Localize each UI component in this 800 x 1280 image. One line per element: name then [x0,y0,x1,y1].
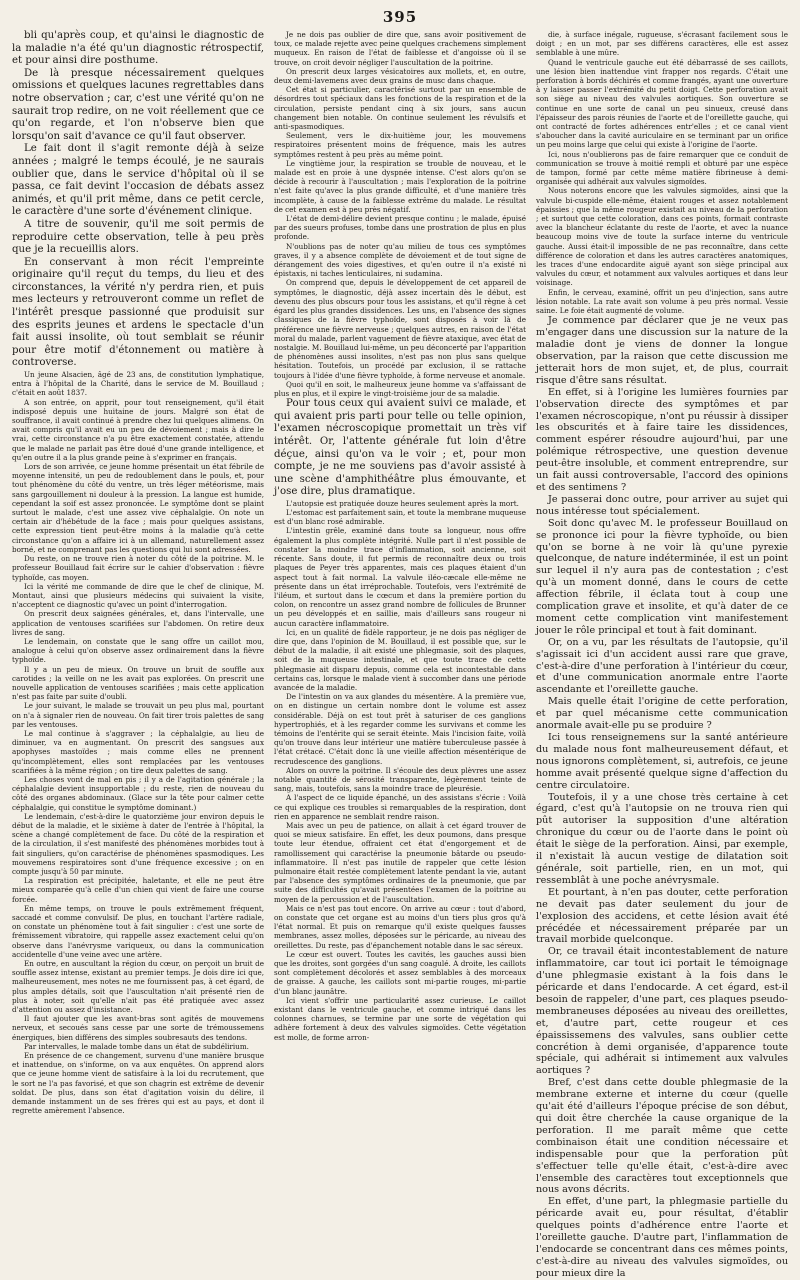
paragraph: Lors de son arrivée, ce jeune homme présentait un état fébrile de moyenne intensité, un peu de redoublement dans le pouls, et, pour tout phénomène du côté du ventre, un très léger météorisme, mais sans gargouillement ni douleur à la pression. La langue est humide, cependant la soif est assez prononcée. Le symptôme dont se plaint surtout le malade, c'est une assez vive céphalalgie. On note un certain air d'hébétude de la face ; mais pour quelques assistans, cette expression tient peut-être moins à la maladie qu'à cette circonstance qu'on a affaire ici à un allemand, naturellement assez borné, et ne comprenant pas les questions qui lui sont adressées. [12,462,264,554]
paragraph: L'autopsie est pratiquée douze heures seulement après la mort. [286,498,519,508]
paragraph: Ici tous renseignemens sur la santé antérieure du malade nous font malheureusement défaut, et nous ignorons complètement, si, autrefois, ce jeune homme avait présenté quelque signe d'affection du centre circulatoire. [536,732,788,791]
paragraph: Le lendemain, on constate que le sang offre un caillot mou, analogue à celui qu'on observe assez ordinairement dans la fièvre typhoïde. [12,636,264,665]
paragraph: Le mal continue à s'aggraver ; la céphalalgie, au lieu de diminuer, va en augmentant. On prescrit des sangsues aux apophyses mastoïdes ; mais comme elles ne prennent qu'incomplètement, elles sont remplacées par les ventouses scarifiées à la même région ; on tire deux palettes de sang. [12,728,264,775]
paragraph: Cet état si particulier, caractérisé surtout par un ensemble de désordres tout spéciaux dans les fonctions de la respiration et de la circulation, persiste pendant cinq à six jours, sans aucun changement bien notable. On continue seulement les révulsifs et anti-spasmodiques. [274,85,526,132]
paragraph: En conservant à mon récit l'empreinte originaire qu'il reçut du temps, du lieu et des circonstances, la vérité n'y perdra rien, et puis mes lecteurs y retrouveront comme un reflet de l'intérêt presque passionné que produisit sur des esprits jeunes et ardens le spectacle d'un fait aussi insolite, où tout semblait se réunir pour être motif d'étonnement ou matière à controverse. [12,256,264,369]
text-column-left [12,30,264,1116]
paragraph: Et pourtant, à n'en pas douter, cette perforation ne devait pas dater seulement du jour de l'explosion des accidens, et cette lésion avait été précédée et nécessairement préparée par un travail morbide quelconque. [536,886,788,946]
page-number: 395 [382,8,418,26]
paragraph: Ici vient s'offrir une particularité assez curieuse. Le caillot existant dans le ventricule gauche, et comme intriqué dans les colonnes charnues, se termine par une sorte de végétation qui adhère fortement à deux des valvules sigmoïdes. Cette végétation est molle, de forme arron- [274,995,526,1042]
paragraph: Du reste, on ne trouve rien à noter du côté de la poitrine. M. le professeur Bouillaud fait écrire sur le cahier d'observation : fièvre typhoïde, cas moyen. [12,554,264,582]
paragraph: En outre, en auscultant la région du cœur, on perçoit un bruit de souffle assez intense, existant au premier temps. Je dois dire ici que, malheureusement, mes notes ne me fournissent pas, à cet égard, de plus amples détails, soit que l'auscultation n'ait présenté rien de plus à noter, soit qu'elle n'ait pas été pratiquée avec assez d'attention ou assez d'insistance. [12,959,264,1015]
paragraph: Ici, nous n'oublierons pas de faire remarquer que ce conduit de communication se trouve à moitié rempli et obturé par une espèce de tampon, formé par cette même matière fibrineuse à demi-organisée qui adhérait aux valvules sigmoïdes. [536,149,788,187]
paragraph: De là presque nécessairement quelques omissions et quelques lacunes regrettables dans notre observation ; car, c'est une vérité qu'on ne saurait trop redire, on ne voit réellement que ce qu'on regarde, et l'on n'observe bien que lorsqu'on sait d'avance ce qu'il faut observer. [12,67,264,142]
text-column-middle [274,30,526,1110]
paragraph: On prescrit deux saignées générales, et, dans l'intervalle, une application de ventouses scarifiées sur l'abdomen. On retire deux livres de sang. [12,609,264,637]
paragraph: Or, on a vu, par les résultats de l'autopsie, qu'il s'agissait ici d'un accident aussi rare que grave, c'est-à-dire d'une perforation à l'intérieur du cœur, et d'une communication anormale entre l'aorte ascendante et l'oreillette gauche. [536,636,788,696]
paragraph: En effet, d'une part, la phlegmasie partielle du péricarde avait eu, pour résultat, d'établir quelques points d'adhérence entre l'aorte et l'oreillette gauche. D'autre part, l'inflammation de l'endocarde se concentrant dans ces mêmes points, c'est-à-dire au niveau des valvules sigmoïdes, ou pour mieux dire la [536,1196,788,1279]
paragraph: Quand le ventricule gauche eut été débarrassé de ses caillots, une lésion bien inattendue vint frapper nos regards. C'était une perforation à bords déchirés et comme frangés, ayant une ouverture à y laisser passer l'extrémité du petit doigt. Cette perforation avait son siège au niveau des valvules aortiques. Son ouverture se continue en une sorte de canal un peu sinueux, creusé dans l'épaisseur des parois réunies de l'aorte et de l'oreillette gauche, qui ont contracté de fortes adhérences entr'elles ; et ce canal vient s'aboucher dans la cavité auriculaire en se terminant par un orifice un peu moins large que celui qui existe à l'origine de l'aorte. [536,57,788,150]
paragraph: Je commence par déclarer que je ne veux pas m'engager dans une discussion sur la nature de la maladie dont je viens de donner la longue observation, par la raison que cette discussion me jetterait hors de mon sujet, et, de plus, courrait risque d'être sans résultat. [536,315,788,386]
paragraph: En présence de ce changement, survenu d'une manière brusque et inattendue, on s'informe, on va aux enquêtes. On apprend alors que ce jeune homme vient de satisfaire à la loi du recrutement, que le sort ne l'a pas favorisé, et que son chagrin est extrême de devenir soldat. De plus, dans son état d'agitation voisin du délire, il demande instamment un de ses frères qui est au pays, et dont il regrette amèrement l'absence. [12,1051,264,1116]
paragraph: A titre de souvenir, qu'il me soit permis de reproduire cette observation, telle à peu près que je la recueillis alors. [12,218,264,256]
paragraph: L'intestin grêle, examiné dans toute sa longueur, nous offre également la plus complète intégrité. Nulle part il n'est possible de constater la moindre trace d'inflammation, soit ancienne, soit récente. Sans doute, il fut permis de reconnaître deux ou trois plaques de Peyer très apparentes, mais ces plaques étaient d'un aspect tout à fait normal. La valvule iléo-cæcale elle-même ne présente dans un état irréprochable. Toutefois, vers l'extrémité de l'iléum, et surtout dans le cœcum et dans la première portion du colon, on rencontre un assez grand nombre de follicules de Brunner un peu développés et en saillie, mais d'ailleurs sans rougeur ni aucun caractère inflammatoire. [274,526,526,628]
paragraph: Je ne dois pas oublier de dire que, sans avoir positivement de toux, ce malade rejette avec peine quelques crachemens simplement muqueux. En raison de l'état de faiblesse et d'angoisse où il se trouve, on croit devoir négliger l'auscultation de la poitrine. [274,30,526,67]
paragraph: Enfin, le cerveau, examiné, offrit un peu d'injection, sans autre lésion notable. La rate avait son volume à peu près normal. Vessie saine. Le foie était augmenté de volume. [536,287,788,316]
paragraph: Ici la vérité me commande de dire que le chef de clinique, M. Montaut, ainsi que plusieurs médecins qui suivaient la visite, n'acceptent ce diagnostic qu'avec un point d'interrogation. [12,581,264,610]
paragraph: Par intervalles, le malade tombe dans un état de subdélirium. [24,1041,249,1051]
paragraph: Le vingtième jour, la respiration se trouble de nouveau, et le malade est en proie à une dyspnée intense. C'est alors qu'on se décide à recourir à l'auscultation ; mais l'exploration de la poitrine n'est faite qu'avec la plus grande difficulté, et d'une manière très incomplète, à cause de la faiblesse extrême du malade. Le résultat de cet examen est à peu près négatif. [274,158,526,214]
paragraph: Mais avec un peu de patience, on allait à cet égard trouver de quoi se mieux satisfaire. En effet, les deux poumons, dans presque toute leur étendue, offraient cet état d'engorgement et de ramollissement qui caractérise la pneumonie bâtarde ou pseudo-inflammatoire. Il n'est pas inutile de rappeler que cette lésion pulmonaire était restée complètement latente pendant la vie, autant par l'absence des symptômes ordinaires de la pneumonie, que par suite des difficultés qu'avait présentées l'examen de la poitrine au moyen de la percussion et de l'auscultation. [274,820,526,904]
paragraph: Toutefois, il y a une chose très certaine à cet égard, c'est qu'à l'autopsie on ne trouva rien qui pût autoriser la supposition d'une altération chronique du cœur ou de l'aorte dans le point où était le siège de la perforation. Ainsi, par exemple, il n'existait là aucun vestige de dilatation soit générale, soit partielle, rien, en un mot, qui ressemblât à une poche anévrysmale. [536,791,788,886]
paragraph: L'estomac est parfaitement sain, et toute la membrane muqueuse est d'un blanc rosé admirable. [274,508,526,527]
paragraph: On comprend que, depuis le développement de cet appareil de symptômes, le diagnostic, déjà assez incertain dès le début, est devenu des plus obscurs pour tous les assistans, et qu'il règne à cet égard les plus grandes dissidences. Les uns, en l'absence des signes classiques de la fièvre typhoïde, sont disposés à voir là de préférence une fièvre nerveuse ; quelques autres, en raison de l'état moral du malade, parlent vaguement de fièvre ataxique, avec état de nostalgie. M. Bouillaud lui-même, un peu déconcerté par l'apparition de phénomènes aussi insolites, n'est pas non plus sans quelque hésitation. Toutefois, un procédé par exclusion, il se rattache toujours à l'idée d'une fièvre typhoïde, à forme nerveuse et anomale. [274,278,526,380]
paragraph: Le cœur est ouvert. Toutes les cavités, les gauches aussi bien que les droites, sont gorgées d'un sang coagulé. A droite, les caillots sont complètement décolorés et assez semblables à des morceaux de graisse. A gauche, les caillots sont mi-partie rouges, mi-partie d'un blanc jaunâtre. [274,949,526,996]
paragraph: Bref, c'est dans cette double phlegmasie de la membrane externe et interne du cœur (quelle qu'ait été d'ailleurs l'époque précise de son début, qui doit être cherchée la cause organique de la perforation. Il me paraît même que cette combinaison était une condition nécessaire et indispensable pour que la perforation pût s'effectuer telle qu'elle était, c'est-à-dire avec l'ensemble des caractères tout exceptionnels que nous avons décrits. [536,1077,788,1196]
paragraph: Le jour suivant, le malade se trouvait un peu plus mal, pourtant on n'a à signaler rien de nouveau. On fait tirer trois palettes de sang par les ventouses. [12,701,264,729]
paragraph: Nous noterons encore que les valvules sigmoïdes, ainsi que la valvule bi-cuspide elle-même, étaient rouges et assez notablement épaissies ; que la même rougeur existait au niveau de la perforation ; et surtout que cette coloration, dans ces points, formait contraste avec la blancheur éclatante du reste de l'aorte, et avec la nuance beaucoup moins vive de toute la surface interne du ventricule gauche. Aussi était-il impossible de ne pas reconnaître, dans cette différence de coloration et dans les autres caractères anatomiques, les traces d'une endocardite aiguë ayant son siège principal aux valvules du cœur, et notamment aux valvules aortiques et dans leur voisinage. [536,186,788,288]
paragraph: Un jeune Alsacien, âgé de 23 ans, de constitution lymphatique, entra à l'hôpital de la Charité, dans le service de M. Bouillaud ; c'était en août 1837. [12,370,264,398]
paragraph: Il faut ajouter que les avant-bras sont agités de mouvemens nerveux, et secoués sans cesse par une sorte de trémoussemens énergiques, bien différens des simples soubresauts des tendons. [12,1014,264,1042]
paragraph: Quoi qu'il en soit, le malheureux jeune homme va s'affaissant de plus en plus, et il expire le vingt-troisième jour de sa maladie. [274,379,526,398]
paragraph: En effet, si à l'origine les lumières fournies par l'observation directe des symptômes et par l'examen nécroscopique, n'ont pu réussir à dissiper les obscurités et à faire taire les dissidences, comment espérer résoudre aujourd'hui, par une polémique rétrospective, une question devenue peut-être insoluble, et comment entreprendre, sur un fait aussi controversable, l'accord des opinions et des sentimens ? [536,386,788,493]
paragraph: Il y a un peu de mieux. On trouve un bruit de souffle aux carotides ; la veille on ne les avait pas explorées. On prescrit une nouvelle application de ventouses scarifiées ; mais cette application n'est pas faite par suite d'oubli. [12,664,264,702]
paragraph: La respiration est précipitée, haletante, et elle ne peut être mieux comparée qu'à celle d'un chien qui vient de faire une course forcée. [12,876,264,904]
paragraph: A l'aspect de ce liquide épanché, un des assistans s'écrie : Voilà ce qui explique ces troubles si remarquables de la respiration, dont rien en apparence ne semblait rendre raison. [274,793,526,821]
paragraph: bli qu'après coup, et qu'ainsi le diagnostic de la maladie n'a été qu'un diagnostic rétrospectif, et pour ainsi dire posthume. [12,30,264,67]
paragraph: Le fait dont il s'agit remonte déjà à seize années ; malgré le temps écoulé, je ne saurais oublier que, dans le service d'hôpital où il se passa, ce fait devint l'occasion de débats assez animés, et qu'il prit même, dans ce petit cercle, le caractère d'une sorte d'événement clinique. [12,143,264,218]
paragraph: Mais quelle était l'origine de cette perforation, et par quel mécanisme cette communication anormale avait-elle pu se produire ? [536,696,788,732]
paragraph: A son entrée, on apprit, pour tout renseignement, qu'il était indisposé depuis une huitaine de jours. Malgré son état de souffrance, il avait continué à prendre chez lui quelques alimens. On avait compris qu'il avait eu un peu de dévoiement ; mais à dire le vrai, cette circonstance n'a pu être exactement constatée, attendu que le malade ne parlait pas être doué d'une grande intelligence, et qu'en outre il a la plus grande peine à s'exprimer en français. [12,397,264,462]
paragraph: Alors on ouvre la poitrine. Il s'écoule des deux plèvres une assez notable quantité de sérosité transparente, légèrement teinte de sang, mais, toutefois, sans la moindre trace de pleurésie. [274,765,526,794]
paragraph: Seulement, vers le dix-huitième jour, les mouvemens respiratoires présentent moins de fréquence, mais les autres symptômes restent à peu près au même point. [274,131,526,159]
paragraph: Je passerai donc outre, pour arriver au sujet qui nous intéresse tout spécialement. [536,493,788,517]
paragraph: Mais ce n'est pas tout encore. On arrive au cœur : tout d'abord, on constate que cet organe est au moins d'un tiers plus gros qu'à l'état normal. Et puis on remarque qu'il existe quelques fausses membranes, assez molles, déposées sur le péricarde, au niveau des oreillettes. Du reste, pas d'épanchement notable dans le sac séreux. [274,903,526,950]
text-column-right [536,30,788,1279]
paragraph: N'oublions pas de noter qu'au milieu de tous ces symptômes graves, il y a absence complète de dévoiement et de tout signe de dérangement des voies digestives, et qu'en outre il n'a existé ni épistaxis, ni taches lenticulaires, ni sudamina. [274,241,526,279]
paragraph: Les choses vont de mal en pis ; il y a de l'agitation générale ; la céphalalgie devient insupportable ; du reste, rien de nouveau du côté des organes abdominaux. (Glace sur la tête pour calmer cette céphalalgie, qui constitue le symptôme dominant.) [12,774,264,812]
paragraph: En même temps, on trouve le pouls extrêmement fréquent, saccadé et comme convulsif. De plus, en touchant l'artère radiale, on constate un phénomène tout à fait singulier : c'est une sorte de frémissement vibratoire, qui rappelle assez exactement celui qu'on observe dans l'anévrysme variqueux, ou dans la communication accidentelle d'une veine avec une artère. [12,903,264,959]
paragraph: L'état de demi-délire devient presque continu ; le malade, épuisé par des sueurs profuses, tombe dans une prostration de plus en plus profonde. [274,214,526,242]
paragraph: Ici, en un qualité de fidèle rapporteur, je ne dois pas négliger de dire que, dans l'opinion de M. Bouillaud, il est possible que, sur le début de la maladie, il ait existé une phlegmasie, soit des plaques, soit de la muqueuse intestinale, et que toute trace de cette phlegmasie ait disparu depuis, comme cela est incontestable dans certains cas, lorsque le malade vient à succomber dans une période avancée de la maladie. [274,627,526,692]
paragraph: De l'intestin on va aux glandes du mésentère. A la première vue, on en distingue un certain nombre dont le volume est assez considérable. Déjà on est tout prêt à saturiser de ces ganglions hypertrophiés, et à les regarder comme les survivans et comme les témoins de l'entérite qui se serait éteinte. Mais l'incision faite, voilà qu'on trouve dans leur intérieur une matière tuberculeuse passée à l'état crétacé. C'était donc là une vieille affection mésentérique de recrudescence des ganglions. [274,692,526,766]
paragraph: On prescrit deux larges vésicatoires aux mollets, et, en outre, deux demi-lavemens avec deux grains de musc dans chaque. [274,66,526,86]
paragraph: die, à surface inégale, rugueuse, s'écrasant facilement sous le doigt ; en un mot, par ses différens caractères, elle est assez semblable à une mûre. [536,30,788,58]
paragraph: Pour tous ceux qui avaient suivi ce malade, et qui avaient pris parti pour telle ou telle opinion, l'examen nécroscopique promettait un très vif intérêt. Or, l'attente générale fut loin d'être déçue, ainsi qu'on va le voir ; et, pour mon compte, je ne me souviens pas d'avoir assisté à une scène d'amphithéâtre plus émouvante, et j'ose dire, plus dramatique. [274,398,526,498]
paragraph: Or, ce travail était incontestablement de nature inflammatoire, car tout ici portait le témoignage d'une phlegmasie existant à la fois dans le péricarde et dans l'endocarde. A cet égard, est-il besoin de rappeler, d'une part, ces plaques pseudo-membraneuses déposées au niveau des oreillettes, et, d'autre part, cette rougeur et ces épaississemens des valvules, sans oublier cette concrétion à demi organisée, d'apparence toute spéciale, qui adhérait si intimement aux valvules aortiques ? [536,946,788,1077]
paragraph: Le lendemain, c'est-à-dire le quatorzième jour environ depuis le début de la maladie, et le sixième à dater de l'entrée à l'hôpital, la scène a changé complètement de face. Du côté de la respiration et de la circulation, il s'est manifesté des phénomènes morbides tout à fait singuliers, qu'on caractérise de phénomènes spasmodiques. Les mouvemens respiratoires sont d'une fréquence excessive ; on en compte jusqu'à 50 par minute. [12,811,264,876]
paragraph: Soit donc qu'avec M. le professeur Bouillaud on se prononce ici pour la fièvre typhoïde, ou bien qu'on se borne à ne voir là qu'une pyrexie quelconque, de nature indéterminée, il est un point sur lequel il n'y aura pas de contestation ; c'est qu'à un moment donné, dans le cours de cette affection fébrile, il éclata tout à coup une complication grave et insolite, et qu'à dater de ce moment cette complication vint manifestement jouer le rôle principal et tout à fait dominant. [536,517,788,636]
